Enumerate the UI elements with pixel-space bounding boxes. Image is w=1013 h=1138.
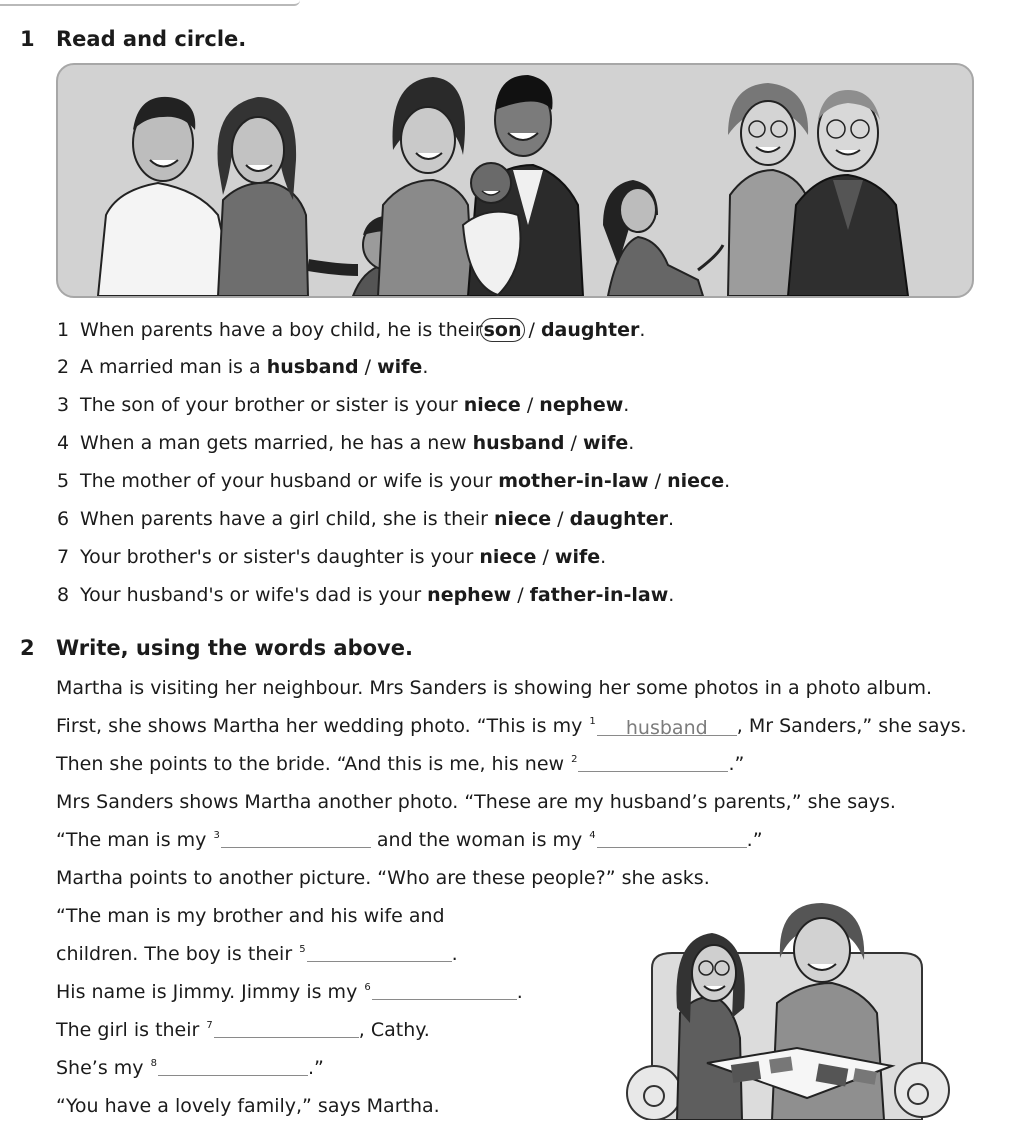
- filled-answer: husband: [625, 717, 708, 739]
- question-3: 3 The son of your brother or sister is your niece / nephew.: [57, 394, 630, 416]
- mother-figure: [378, 77, 473, 296]
- question-8: 8 Your husband's or wife's dad is your nephew / father-in-law.: [57, 584, 675, 606]
- question-7: 7 Your brother's or sister's daughter is your niece / wife.: [57, 546, 607, 568]
- family-illustration: [56, 63, 974, 298]
- question-number: 6: [57, 508, 70, 530]
- text-line: “The man is my $^3$ and the woman is my $^4$ .”: [56, 829, 763, 851]
- question-2: 2 A married man is a husband / wife.: [57, 356, 429, 378]
- text-line: His name is Jimmy. Jimmy is my $^6$ .: [56, 981, 523, 1003]
- text-line: First, she shows Martha her wedding photo. “This is my $^1$ husband , Mr Sanders,” she says.: [56, 715, 967, 739]
- answer-blank-2[interactable]: [578, 753, 728, 772]
- section-1-title: Read and circle.: [56, 27, 247, 51]
- option-1[interactable]: niece: [479, 546, 537, 568]
- young-woman-figure: [218, 97, 359, 296]
- answer-blank-3[interactable]: [221, 829, 371, 848]
- answer-blank-5[interactable]: [307, 943, 452, 962]
- question-number: 7: [57, 546, 70, 568]
- option-1[interactable]: niece: [494, 508, 552, 530]
- text-line: Mrs Sanders shows Martha another photo. “These are my husband’s parents,” she says.: [56, 791, 896, 813]
- question-number: 1: [57, 319, 70, 341]
- option-2[interactable]: wife: [583, 432, 629, 454]
- option-1[interactable]: niece: [463, 394, 521, 416]
- answer-blank-7[interactable]: [214, 1019, 359, 1038]
- question-number: 2: [57, 356, 70, 378]
- option-1[interactable]: husband: [266, 356, 359, 378]
- section-2-number: 2: [20, 636, 35, 660]
- text-line: Then she points to the bride. “And this is me, his new $^2$ .”: [56, 753, 745, 775]
- girl-figure: [603, 180, 723, 296]
- option-2[interactable]: nephew: [539, 394, 624, 416]
- option-2[interactable]: daughter: [569, 508, 668, 530]
- option-2[interactable]: wife: [377, 356, 423, 378]
- top-decorative-line: [0, 0, 300, 6]
- option-2[interactable]: daughter: [540, 319, 640, 341]
- question-6: 6 When parents have a girl child, she is their niece / daughter.: [57, 508, 675, 530]
- question-4: 4 When a man gets married, he has a new husband / wife.: [57, 432, 635, 454]
- text-line: Martha is visiting her neighbour. Mrs Sanders is showing her some photos in a photo album.: [56, 677, 933, 699]
- text-line: “The man is my brother and his wife and: [56, 905, 445, 927]
- answer-blank-6[interactable]: [372, 981, 517, 1000]
- text-line: The girl is their $^7$ , Cathy.: [56, 1019, 430, 1041]
- question-5: 5 The mother of your husband or wife is your mother-in-law / niece.: [57, 470, 731, 492]
- answer-blank-8[interactable]: [158, 1057, 308, 1076]
- option-2[interactable]: father-in-law: [529, 584, 669, 606]
- photo-album-illustration: [622, 898, 952, 1120]
- option-1[interactable]: mother-in-law: [498, 470, 649, 492]
- question-number: 5: [57, 470, 70, 492]
- option-2[interactable]: wife: [554, 546, 601, 568]
- section-2-title: Write, using the words above.: [56, 636, 413, 660]
- option-1[interactable]: husband: [472, 432, 565, 454]
- answer-blank-4[interactable]: [597, 829, 747, 848]
- question-number: 4: [57, 432, 70, 454]
- section-1-number: 1: [20, 27, 35, 51]
- answer-blank-1[interactable]: [597, 717, 737, 739]
- question-number: 3: [57, 394, 70, 416]
- young-man-figure: [98, 97, 236, 296]
- option-1-circled[interactable]: son: [480, 318, 526, 342]
- option-1[interactable]: nephew: [427, 584, 512, 606]
- question-1: 1 When parents have a boy child, he is theirson / daughter.: [57, 319, 646, 341]
- text-line: “You have a lovely family,” says Martha.: [56, 1095, 440, 1117]
- text-line: children. The boy is their $^5$ .: [56, 943, 458, 965]
- question-number: 8: [57, 584, 70, 606]
- option-2[interactable]: niece: [667, 470, 725, 492]
- text-line: Martha points to another picture. “Who are these people?” she asks.: [56, 867, 710, 889]
- text-line: She’s my $^8$ .”: [56, 1057, 324, 1079]
